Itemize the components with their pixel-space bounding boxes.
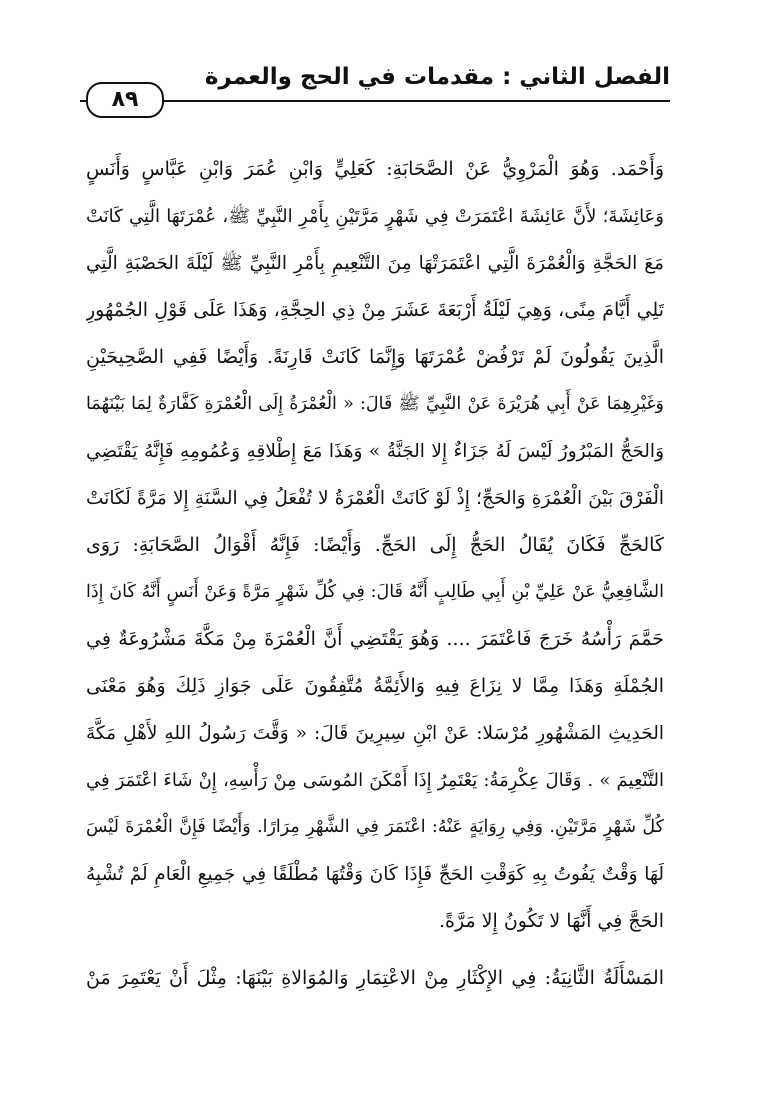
chapter-title: الفصل الثاني : مقدمات في الحج والعمرة xyxy=(204,64,670,90)
text-line: الَّذِينَ يَقُولُونَ لَمْ تَرْفُضْ عُمْرَتَهَا وَإِنَّمَا كَانَتْ قَارِنَةً. وَأَيْضًا فَفِي الصَّحِيحَيْنِ xyxy=(86,346,664,368)
text-line: مَعَ الحَجَّةِ وَالْعُمْرَةَ الَّتِي اعْتَمَرَتْهَا مِنَ التَّنْعِيمِ بِأَمْرِ النَّبِيِّ ﷺ لَيْلَةَ الحَصْبَةِ الَّتِي xyxy=(86,253,664,274)
running-header xyxy=(80,62,670,112)
text-line: الحَدِيثِ المَشْهُورِ مُرْسَلا: عَنْ ابْنِ سِيرِينَ قَالَ: « وَقَّتَ رَسُولُ اللهِ لأَهْلِ مَكَّةَ xyxy=(86,723,664,744)
text-line: تَلِي أَيَّامَ مِنًى، وَهِيَ لَيْلَةُ أَرْبَعَةَ عَشَرَ مِنْ ذِي الحِجَّةِ، وَهَذَا عَلَى قَوْلِ الجُمْهُورِ xyxy=(86,299,664,321)
page-number: ٨٩ xyxy=(86,82,164,118)
text-line: التَّنْعِيمَ » . وَقَالَ عِكْرِمَةُ: يَعْتَمِرُ إِذَا أَمْكَنَ المُوسَى مِنْ رَأْسِهِ، إِنْ شَاءَ اعْتَمَرَ فِي xyxy=(86,770,664,791)
text-line: وَأَحْمَد. وَهُوَ الْمَرْوِيُّ عَنْ الصَّحَابَةِ: كَعَلِيٍّ وَابْنِ عُمَرَ وَابْنِ عَبَّاسٍ وَأَنَسٍ xyxy=(86,158,664,180)
body-text xyxy=(86,146,664,945)
text-line: وَالحَجُّ المَبْرُورُ لَيْسَ لَهُ جَزَاءٌ إِلا الجَنَّةُ » وَهَذَا مَعَ إِطْلاقِهِ وَعُمُومِهِ فَإِنَّهُ يَقْتَضِي xyxy=(86,441,664,462)
text-line: كُلِّ شَهْرٍ مَرَّتَيْنِ. وَفِي رِوَايَةٍ عَنْهُ: اعْتَمَرَ فِي الشَّهْرِ مِرَارًا. وَأَيْضًا فَإِنَّ الْعُمْرَةَ لَيْسَ xyxy=(86,817,664,837)
text-line: وَغَيْرِهِمَا عَنْ أَبِي هُرَيْرَةَ عَنْ النَّبِيِّ ﷺ قَالَ: « الْعُمْرَةُ إِلَى الْعُمْرَةِ كَفَّارَةٌ لِمَا بَيْنَهُمَا xyxy=(86,394,664,414)
text-line: الْفَرْقَ بَيْنَ الْعُمْرَةِ وَالحَجِّ؛ إِذْ لَوْ كَانَتْ الْعُمْرَةُ لا تُفْعَلُ فِي السَّنَةِ إِلا مَرَّةً لَكَانَتْ xyxy=(86,488,664,509)
text-line: الجُمْلَةِ وَهَذَا مِمَّا لا نِزَاعَ فِيهِ وَالأَئِمَّةُ مُتَّفِقُونَ عَلَى جَوَازِ ذَلِكَ وَهُوَ مَعْنَى xyxy=(86,675,664,697)
header-rule xyxy=(80,100,670,102)
text-line: كَالحَجِّ فَكَانَ يُقَالُ الحَجُّ إِلَى الحَجِّ. وَأَيْضًا: فَإِنَّهُ أَقْوَالُ الصَّحَابَةِ: رَوَى xyxy=(86,534,664,556)
section-heading-line: المَسْأَلَةُ الثَّانِيَةُ: فِي الإِكْثَارِ مِنْ الاعْتِمَارِ وَالمُوَالاةِ بَيْنَهَا: مِثْلَ أَنْ يَعْتَمِرَ مَنْ xyxy=(86,967,664,989)
text-line: الحَجَّ فِي أَنَّهَا لا تَكُونُ إِلا مَرَّةً. xyxy=(438,910,664,932)
text-line: حَمَّمَ رَأْسُهُ خَرَجَ فَاعْتَمَرَ .... وَهُوَ يَقْتَضِي أَنَّ الْعُمْرَةَ مِنْ مَكَّةَ مَشْرُوعَةٌ فِي xyxy=(86,628,664,650)
text-line: وَعَائِشَةَ؛ لأَنَّ عَائِشَةَ اعْتَمَرَتْ فِي شَهْرٍ مَرَّتَيْنِ بِأَمْرِ النَّبِيِّ ﷺ، عُمْرَتَهَا الَّتِي كَانَتْ xyxy=(86,206,664,227)
text-line: لَهَا وَقْتٌ يَفُوتُ بِهِ كَوَقْتِ الحَجِّ فَإِذَا كَانَ وَقْتُهَا مُطْلَقًا فِي جَمِيعِ الْعَامِ لَمْ تُشْبِهُ xyxy=(86,864,664,885)
text-line: الشَّافِعِيُّ عَنْ عَلِيِّ بْنِ أَبِي طَالِبٍ أَنَّهُ قَالَ: فِي كُلِّ شَهْرٍ مَرَّةً وَعَنْ أَنَسٍ أَنَّهُ كَانَ إِذَا xyxy=(86,582,664,602)
